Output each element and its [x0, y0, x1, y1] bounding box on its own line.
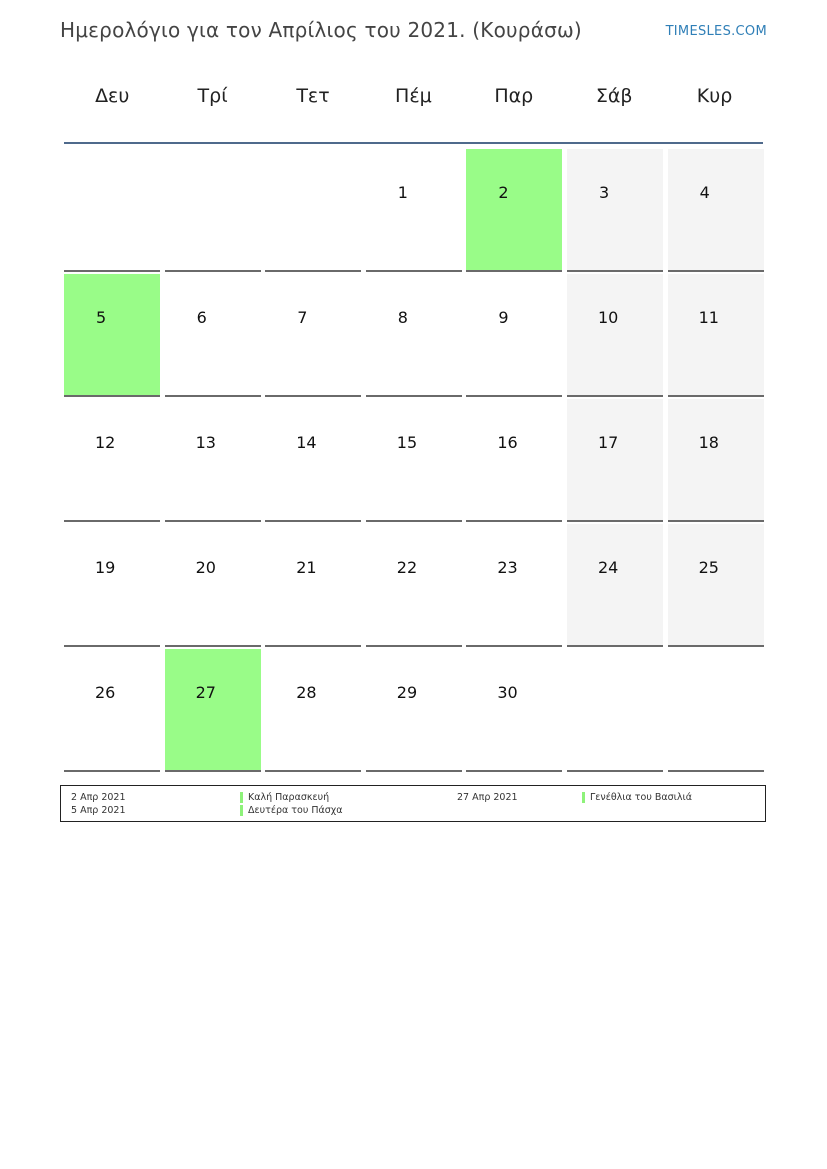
calendar-week-row — [64, 149, 764, 274]
day-number: 10 — [597, 308, 619, 327]
legend-date: 5 Απρ 2021 — [71, 805, 126, 816]
calendar-day-cell[interactable] — [265, 649, 361, 772]
day-number: 5 — [96, 308, 107, 327]
weekday-label: Τρί — [197, 85, 228, 107]
calendar-day-cell[interactable] — [265, 274, 361, 397]
weekday-label: Κυρ — [696, 85, 733, 107]
day-number: 14 — [296, 433, 317, 452]
calendar-day-cell[interactable] — [668, 524, 764, 647]
calendar-day-cell[interactable] — [466, 274, 562, 397]
calendar-day-cell[interactable] — [165, 399, 261, 522]
weekday-label: Σάβ — [595, 85, 633, 107]
calendar-day-cell[interactable] — [165, 524, 261, 647]
day-number: 11 — [698, 308, 719, 327]
calendar-day-cell[interactable] — [668, 399, 764, 522]
day-number: 1 — [397, 183, 408, 202]
day-number: 19 — [95, 558, 116, 577]
calendar-day-cell[interactable] — [466, 149, 562, 272]
calendar-day-cell[interactable] — [366, 399, 462, 522]
day-number: 29 — [396, 683, 418, 702]
calendar-week-row — [64, 524, 764, 649]
legend-color-marker — [582, 792, 585, 803]
calendar-day-cell[interactable] — [64, 524, 160, 647]
day-number: 30 — [497, 683, 518, 702]
day-number: 4 — [699, 183, 710, 202]
day-number: 26 — [95, 683, 116, 702]
calendar-week-row — [64, 649, 764, 774]
day-number: 17 — [597, 433, 619, 452]
weekday-label: Πέμ — [395, 85, 432, 107]
day-number: 2 — [498, 183, 509, 202]
day-number: 15 — [396, 433, 418, 452]
brand-logo-text[interactable]: TIMESLES.COM — [665, 24, 767, 39]
day-number: 13 — [195, 433, 216, 452]
calendar-day-cell[interactable] — [567, 149, 663, 272]
calendar-day-cell[interactable] — [668, 274, 764, 397]
calendar-day-cell[interactable] — [466, 524, 562, 647]
calendar-day-cell[interactable] — [265, 399, 361, 522]
weekday-header-row — [62, 85, 765, 125]
calendar-week-row — [64, 399, 764, 524]
legend-holiday-name: Δευτέρα του Πάσχα — [248, 805, 343, 816]
weekday-label: Τετ — [296, 85, 330, 107]
legend-date: 2 Απρ 2021 — [71, 792, 126, 803]
calendar-day-cell[interactable] — [165, 649, 261, 772]
calendar-day-cell[interactable] — [366, 649, 462, 772]
weekday-label: Παρ — [494, 85, 534, 107]
legend-date: 27 Απρ 2021 — [457, 792, 518, 803]
calendar-day-cell[interactable] — [165, 274, 261, 397]
legend-holiday-name: Καλή Παρασκευή — [248, 792, 330, 803]
calendar-day-cell[interactable] — [265, 524, 361, 647]
calendar-day-cell[interactable] — [466, 649, 562, 772]
calendar-day-cell[interactable] — [366, 149, 462, 272]
day-number: 23 — [497, 558, 518, 577]
calendar-day-cell[interactable] — [366, 524, 462, 647]
day-number: 9 — [498, 308, 509, 327]
day-number: 27 — [195, 683, 216, 702]
calendar-day-cell[interactable] — [466, 399, 562, 522]
calendar-empty-cell — [165, 149, 261, 272]
calendar-day-cell[interactable] — [64, 399, 160, 522]
calendar-day-cell[interactable] — [567, 274, 663, 397]
legend-holiday-name: Γενέθλια του Βασιλιά — [590, 792, 692, 803]
day-number: 12 — [95, 433, 116, 452]
calendar-empty-cell — [668, 649, 764, 772]
day-number: 22 — [396, 558, 418, 577]
day-number: 25 — [698, 558, 719, 577]
day-number: 24 — [597, 558, 619, 577]
day-number: 6 — [196, 308, 207, 327]
calendar-day-cell[interactable] — [64, 274, 160, 397]
day-number: 20 — [195, 558, 216, 577]
calendar-empty-cell — [64, 149, 160, 272]
day-number: 18 — [698, 433, 719, 452]
calendar-empty-cell — [265, 149, 361, 272]
calendar-day-cell[interactable] — [567, 524, 663, 647]
day-number: 16 — [497, 433, 518, 452]
weekday-label: Δευ — [95, 85, 130, 107]
calendar-day-cell[interactable] — [567, 399, 663, 522]
calendar-week-row — [64, 274, 764, 399]
calendar-day-cell[interactable] — [64, 649, 160, 772]
day-number: 28 — [296, 683, 317, 702]
day-number: 8 — [397, 308, 408, 327]
holiday-legend — [60, 785, 766, 822]
day-number: 7 — [297, 308, 308, 327]
header-divider — [64, 142, 763, 144]
calendar-day-cell[interactable] — [366, 274, 462, 397]
day-number: 21 — [296, 558, 317, 577]
legend-color-marker — [240, 792, 243, 803]
day-number: 3 — [598, 183, 610, 202]
calendar-grid — [64, 149, 764, 774]
calendar-empty-cell — [567, 649, 663, 772]
calendar-day-cell[interactable] — [668, 149, 764, 272]
legend-color-marker — [240, 805, 243, 816]
page-title: Ημερολόγιο για τον Απρίλιος του 2021. (Κουράσω) — [60, 18, 582, 42]
